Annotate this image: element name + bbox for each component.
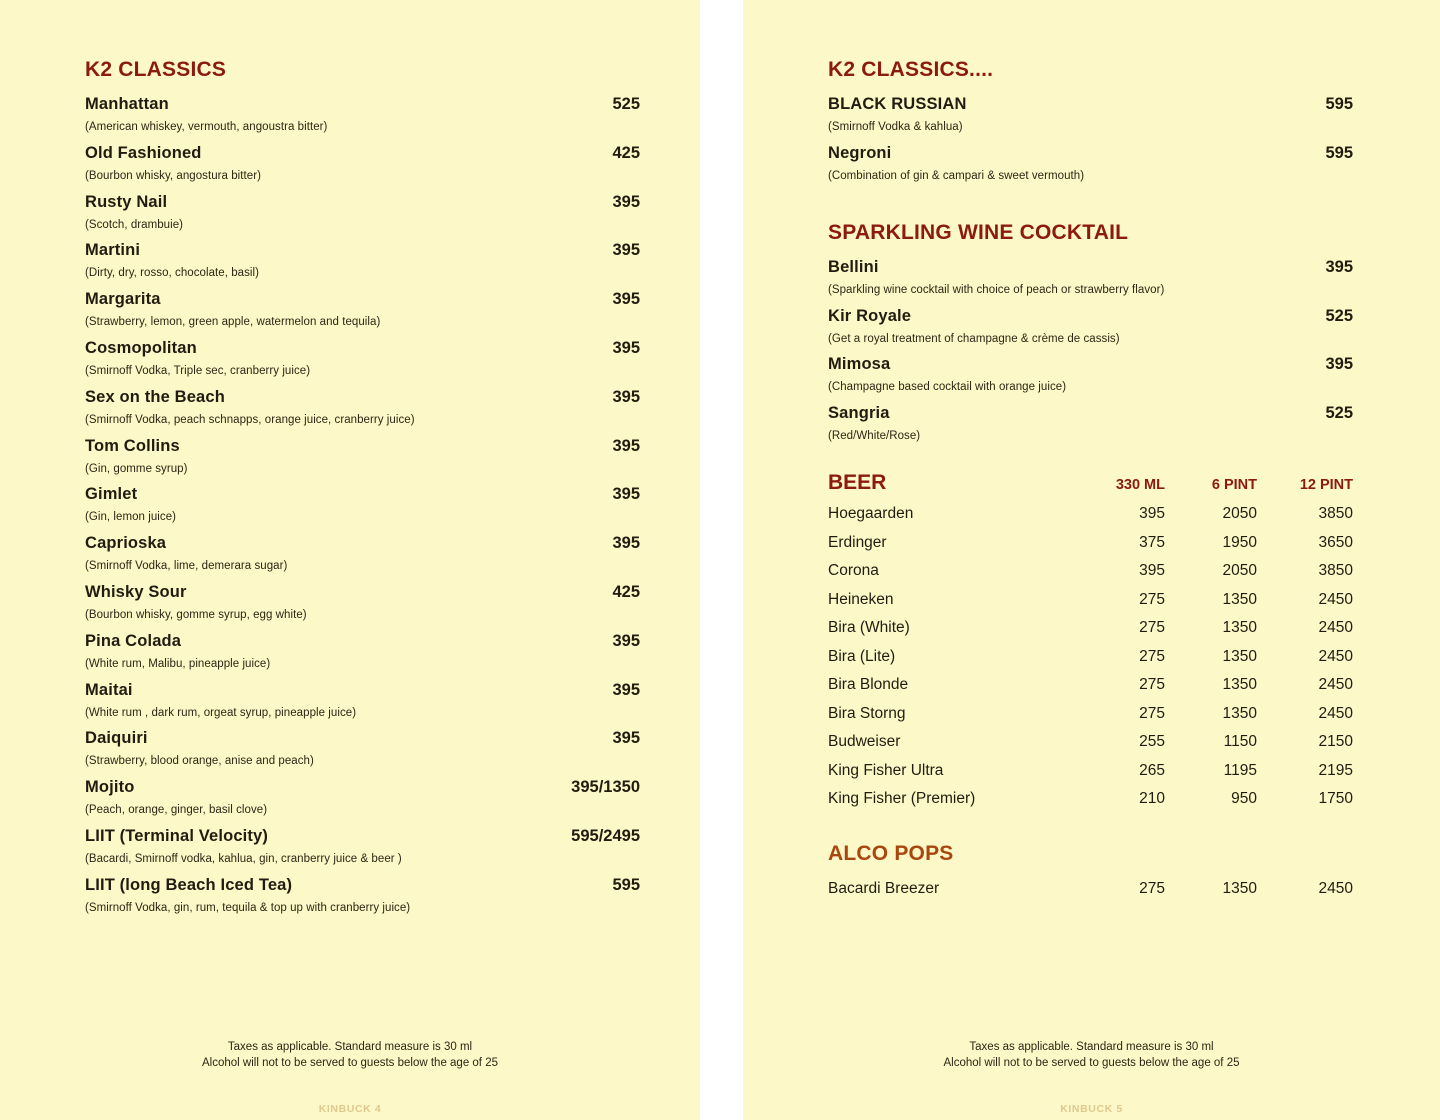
beer-price-330ml: 275: [1139, 619, 1165, 637]
beer-price-330ml: 275: [1139, 647, 1165, 665]
item-description: (Champagne based cocktail with orange juice): [828, 381, 1067, 394]
item-description: (Smirnoff Vodka, peach schnapps, orange juice, cranberry juice): [85, 413, 415, 426]
column-header-6-pint: 6 PINT: [1211, 476, 1257, 493]
beer-price-12-pint: 2450: [1318, 647, 1353, 665]
beer-price-330ml: 395: [1139, 562, 1165, 580]
beer-name: King Fisher Ultra: [828, 761, 944, 779]
beer-name: Bira (Lite): [828, 647, 896, 665]
menu-item: [828, 404, 1353, 423]
item-name: LIIT (long Beach Iced Tea): [85, 875, 293, 894]
item-description: (Gin, lemon juice): [85, 511, 177, 524]
item-name: Mimosa: [828, 355, 891, 374]
beer-price-6-pint: 1350: [1222, 704, 1257, 722]
beer-price-330ml: 255: [1139, 733, 1165, 751]
item-description: (Strawberry, lemon, green apple, watermelon and tequila): [85, 316, 381, 329]
menu-item: [85, 778, 640, 797]
item-price: 395: [612, 192, 640, 211]
table-row: [828, 762, 1353, 780]
menu-item: [85, 290, 640, 309]
alco-pop-price-12-pint: 2450: [1318, 879, 1353, 897]
item-name: Caprioska: [85, 534, 167, 553]
item-description: (Peach, orange, ginger, basil clove): [85, 804, 268, 817]
item-name: BLACK RUSSIAN: [828, 95, 967, 114]
item-price: 395/1350: [571, 778, 640, 797]
beer-price-12-pint: 2195: [1318, 761, 1353, 779]
item-description: (Smirnoff Vodka, Triple sec, cranberry juice): [85, 365, 311, 378]
beer-price-6-pint: 950: [1231, 790, 1257, 808]
item-description: (Sparkling wine cocktail with choice of peach or strawberry flavor): [828, 283, 1165, 296]
beer-price-12-pint: 3650: [1318, 533, 1353, 551]
beer-price-330ml: 375: [1139, 533, 1165, 551]
beer-price-6-pint: 1950: [1222, 533, 1257, 551]
table-row: [828, 676, 1353, 694]
menu-item: [828, 307, 1353, 326]
footer-line: Alcohol will not to be served to guests below the age of 25: [943, 1057, 1240, 1070]
item-description: (Dirty, dry, rosso, chocolate, basil): [85, 267, 259, 280]
beer-price-6-pint: 1350: [1222, 590, 1257, 608]
alco-pop-name: Bacardi Breezer: [828, 879, 940, 897]
alco-pops-table-body: [828, 880, 1353, 898]
item-price: 525: [612, 95, 640, 114]
menu-item: [828, 144, 1353, 163]
table-row: [828, 790, 1353, 808]
table-row: [828, 505, 1353, 523]
item-name: Margarita: [85, 290, 161, 309]
item-description: (American whiskey, vermouth, angoustra bitter): [85, 121, 328, 134]
beer-price-330ml: 275: [1139, 704, 1165, 722]
item-description: (Gin, gomme syrup): [85, 462, 188, 475]
section-spacer: [828, 187, 1353, 221]
menu-item: [828, 355, 1353, 374]
item-name: Gimlet: [85, 485, 138, 504]
menu-page-right: [743, 0, 1440, 1120]
item-price: 395: [612, 339, 640, 358]
table-row: [828, 591, 1353, 609]
beer-name: King Fisher (Premier): [828, 790, 976, 808]
item-price: 425: [612, 143, 640, 162]
section-heading-k2-classics: K2 CLASSICS: [85, 58, 227, 81]
item-price: 525: [1325, 306, 1353, 325]
menu-item: [85, 437, 640, 456]
footer-line: Taxes as applicable. Standard measure is 30 ml: [227, 1040, 473, 1053]
item-price: 395: [612, 631, 640, 650]
item-name: LIIT (Terminal Velocity): [85, 827, 268, 846]
page-left-content: [85, 0, 640, 916]
item-name: Cosmopolitan: [85, 339, 197, 358]
beer-price-330ml: 275: [1139, 676, 1165, 694]
item-price: 395: [612, 729, 640, 748]
menu-item: [85, 193, 640, 212]
table-row: [828, 880, 1353, 898]
page-footer-note: [0, 1039, 700, 1072]
section-heading-alco-pops: ALCO POPS: [828, 842, 954, 866]
menu-item: [85, 534, 640, 553]
item-price: 395: [612, 241, 640, 260]
table-row: [828, 648, 1353, 666]
page-gutter: [700, 0, 743, 1120]
item-list-k2-classics-continued: [828, 95, 1353, 184]
item-name: Kir Royale: [828, 306, 912, 325]
beer-table-header: [828, 471, 1353, 495]
page-right-content: [828, 0, 1353, 898]
item-name: Sangria: [828, 404, 890, 423]
item-name: Negroni: [828, 143, 892, 162]
column-header-330ml: 330 ML: [1115, 476, 1165, 493]
section-heading-k2-classics-continued: K2 CLASSICS....: [828, 58, 994, 81]
beer-name: Bira Storng: [828, 704, 906, 722]
item-price: 395: [1325, 257, 1353, 276]
item-description: (White rum , dark rum, orgeat syrup, pineapple juice): [85, 706, 357, 719]
beer-price-12-pint: 2450: [1318, 619, 1353, 637]
beer-price-330ml: 265: [1139, 761, 1165, 779]
item-name: Old Fashioned: [85, 143, 202, 162]
beer-name: Bira Blonde: [828, 676, 909, 694]
beer-price-6-pint: 1350: [1222, 647, 1257, 665]
item-name: Mojito: [85, 778, 135, 797]
menu-item: [828, 95, 1353, 114]
section-heading-beer: BEER: [828, 470, 887, 494]
item-price: 395: [612, 436, 640, 455]
menu-item: [85, 339, 640, 358]
footer-line: Taxes as applicable. Standard measure is 30 ml: [969, 1040, 1214, 1053]
item-description: (Smirnoff Vodka & kahlua): [828, 121, 963, 134]
beer-price-6-pint: 1350: [1222, 676, 1257, 694]
beer-name: Bira (White): [828, 619, 910, 637]
table-row: [828, 562, 1353, 580]
menu-item: [85, 827, 640, 846]
menu-item: [85, 632, 640, 651]
menu-item: [85, 144, 640, 163]
item-price: 395: [1325, 355, 1353, 374]
item-description: (Get a royal treatment of champagne & crème de cassis): [828, 332, 1120, 345]
beer-name: Budweiser: [828, 733, 901, 751]
beer-name: Erdinger: [828, 533, 887, 551]
beer-price-6-pint: 1150: [1223, 733, 1257, 751]
menu-item: [828, 258, 1353, 277]
table-row: [828, 705, 1353, 723]
page-label: KINBUCK 5: [1060, 1103, 1123, 1115]
beer-price-12-pint: 3850: [1318, 505, 1353, 523]
item-name: Martini: [85, 241, 141, 260]
menu-item: [85, 241, 640, 260]
menu-item: [85, 485, 640, 504]
menu-page-left: [0, 0, 700, 1120]
section-spacer: [828, 447, 1353, 467]
beer-price-12-pint: 2450: [1318, 676, 1353, 694]
item-description: (Combination of gin & campari & sweet vermouth): [828, 169, 1085, 182]
alco-pop-price-330ml: 275: [1139, 879, 1165, 897]
item-list-k2-classics: [85, 95, 640, 916]
beer-name: Hoegaarden: [828, 505, 914, 523]
menu-item: [85, 876, 640, 895]
item-price: 395: [612, 290, 640, 309]
beer-price-12-pint: 3850: [1318, 562, 1353, 580]
menu-item: [85, 681, 640, 700]
item-price: 525: [1325, 404, 1353, 423]
beer-price-330ml: 210: [1139, 790, 1165, 808]
beer-price-6-pint: 2050: [1222, 562, 1257, 580]
alco-pop-price-6-pint: 1350: [1222, 879, 1257, 897]
item-price: 395: [612, 680, 640, 699]
item-name: Whisky Sour: [85, 583, 187, 602]
item-price: 395: [612, 387, 640, 406]
page-footer-note: [743, 1039, 1440, 1072]
item-description: (Scotch, drambuie): [85, 218, 184, 231]
beer-price-330ml: 395: [1139, 505, 1165, 523]
item-name: Daiquiri: [85, 729, 148, 748]
item-description: (Smirnoff Vodka, gin, rum, tequila & top up with cranberry juice): [85, 901, 411, 914]
menu-item: [85, 388, 640, 407]
menu-item: [85, 729, 640, 748]
item-name: Manhattan: [85, 95, 169, 114]
beer-price-6-pint: 2050: [1222, 505, 1257, 523]
item-name: Maitai: [85, 680, 133, 699]
item-description: (Bacardi, Smirnoff vodka, kahlua, gin, cranberry juice & beer ): [85, 853, 402, 866]
beer-table-body: [828, 505, 1353, 808]
beer-price-12-pint: 1750: [1318, 790, 1353, 808]
beer-price-330ml: 275: [1139, 590, 1165, 608]
beer-price-6-pint: 1350: [1222, 619, 1257, 637]
table-row: [828, 619, 1353, 637]
menu-item: [85, 583, 640, 602]
item-price: 395: [612, 485, 640, 504]
item-name: Sex on the Beach: [85, 387, 225, 406]
item-price: 595: [1325, 143, 1353, 162]
footer-line: Alcohol will not to be served to guests below the age of 25: [202, 1057, 498, 1070]
item-name: Tom Collins: [85, 436, 180, 455]
item-description: (Bourbon whisky, gomme syrup, egg white): [85, 609, 307, 622]
beer-price-12-pint: 2150: [1318, 733, 1353, 751]
page-label: KINBUCK 4: [318, 1103, 382, 1115]
item-description: (Smirnoff Vodka, lime, demerara sugar): [85, 560, 288, 573]
beer-price-12-pint: 2450: [1318, 590, 1353, 608]
item-price: 425: [612, 583, 640, 602]
section-spacer: [828, 808, 1353, 842]
column-header-12-pint: 12 PINT: [1299, 476, 1353, 493]
beer-name: Heineken: [828, 590, 894, 608]
section-heading-sparkling-wine-cocktail: SPARKLING WINE COCKTAIL: [828, 220, 1129, 244]
beer-name: Corona: [828, 562, 879, 580]
item-description: (Red/White/Rose): [828, 430, 921, 443]
table-row: [828, 534, 1353, 552]
beer-price-12-pint: 2450: [1318, 704, 1353, 722]
table-row: [828, 733, 1353, 751]
item-description: (Strawberry, blood orange, anise and peach): [85, 755, 314, 768]
item-name: Pina Colada: [85, 631, 182, 650]
item-price: 395: [612, 534, 640, 553]
item-name: Bellini: [828, 257, 879, 276]
item-list-sparkling-wine: [828, 258, 1353, 444]
item-description: (White rum, Malibu, pineapple juice): [85, 657, 271, 670]
menu-item: [85, 95, 640, 114]
item-description: (Bourbon whisky, angostura bitter): [85, 169, 261, 182]
item-price: 595: [1325, 95, 1353, 114]
item-price: 595: [612, 875, 640, 894]
item-price: 595/2495: [571, 827, 640, 846]
item-name: Rusty Nail: [85, 192, 168, 211]
beer-price-6-pint: 1195: [1223, 761, 1257, 779]
